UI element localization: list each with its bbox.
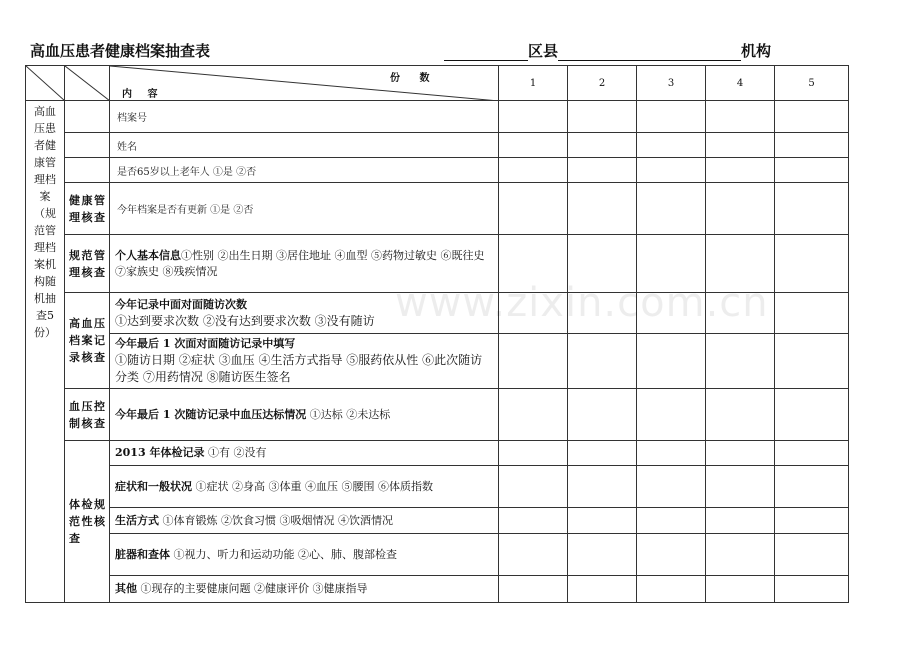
corner-cell-1 [65, 66, 110, 101]
table-cell[interactable] [568, 508, 637, 534]
table-cell[interactable] [499, 133, 568, 158]
table-cell[interactable] [637, 133, 706, 158]
table-cell[interactable] [775, 334, 849, 389]
table-cell[interactable] [499, 441, 568, 466]
empty-subgroup-cell [65, 101, 110, 133]
table-cell[interactable] [568, 466, 637, 508]
table-cell[interactable] [775, 534, 849, 576]
row-item [110, 293, 499, 334]
table-cell[interactable] [568, 534, 637, 576]
district-blank [444, 43, 528, 61]
subgroup-label-bp: 血压控制核查 [65, 389, 110, 441]
group-label-main: 高血压患者健康管理档案（规范管理档案机构随机抽查5份） [26, 101, 65, 603]
table-cell[interactable] [568, 441, 637, 466]
corner-cell-main [110, 66, 499, 101]
row-item-options: ①症状 ②身高 ③体重 ④血压 ⑤腰围 ⑥体质指数 [192, 479, 433, 493]
row-item-title: 症状和一般状况 [115, 479, 192, 493]
table-cell[interactable] [568, 133, 637, 158]
table-cell[interactable] [499, 293, 568, 334]
column-header-5: 5 [775, 66, 849, 101]
table-cell[interactable] [706, 101, 775, 133]
table-cell[interactable] [499, 334, 568, 389]
subgroup-label-followup: 高血压档案记录核查 [65, 293, 110, 389]
table-cell[interactable] [568, 576, 637, 603]
table-cell[interactable] [499, 576, 568, 603]
row-item [110, 389, 499, 441]
table-cell[interactable] [637, 508, 706, 534]
corner-diagonal-main [110, 66, 499, 101]
column-header-2: 2 [568, 66, 637, 101]
audit-table [25, 65, 849, 603]
empty-subgroup-cell [65, 158, 110, 183]
table-cell[interactable] [706, 466, 775, 508]
table-cell[interactable] [775, 158, 849, 183]
table-row [26, 133, 849, 158]
table-cell[interactable] [637, 101, 706, 133]
row-item-title: 脏器和查体 [115, 547, 170, 561]
table-cell[interactable] [499, 183, 568, 235]
row-item [110, 508, 499, 534]
table-cell[interactable] [775, 508, 849, 534]
table-row [26, 101, 849, 133]
table-cell[interactable] [568, 293, 637, 334]
row-item [110, 466, 499, 508]
table-cell[interactable] [568, 334, 637, 389]
corner-cell-0 [26, 66, 65, 101]
table-cell[interactable] [637, 466, 706, 508]
table-cell[interactable] [706, 534, 775, 576]
corner-diagonal-0 [26, 66, 65, 101]
table-cell[interactable] [499, 466, 568, 508]
table-cell[interactable] [568, 101, 637, 133]
table-cell[interactable] [775, 466, 849, 508]
row-item-options: ①达到要求次数 ②没有达到要求次数 ③没有随访 [115, 313, 375, 328]
row-item-options: ①现存的主要健康问题 ②健康评价 ③健康指导 [137, 582, 368, 595]
column-header-1: 1 [499, 66, 568, 101]
row-item [110, 235, 499, 293]
table-cell[interactable] [568, 389, 637, 441]
table-cell[interactable] [637, 334, 706, 389]
institution-label: 机构 [741, 42, 772, 60]
header-content: 内 容 [122, 89, 164, 100]
table-cell[interactable] [568, 183, 637, 235]
row-item-options: ①视力、听力和运动功能 ②心、肺、腹部检查 [170, 547, 397, 561]
table-cell[interactable] [637, 235, 706, 293]
table-row [26, 576, 849, 603]
table-cell[interactable] [706, 334, 775, 389]
table-cell[interactable] [499, 101, 568, 133]
column-header-4: 4 [706, 66, 775, 101]
table-cell[interactable] [637, 576, 706, 603]
row-item-title: 2013 年体检记录 [115, 446, 205, 459]
table-cell[interactable] [706, 293, 775, 334]
table-cell[interactable] [775, 576, 849, 603]
header-copies: 份 数 [390, 73, 438, 84]
table-row [26, 389, 849, 441]
table-header-row [26, 66, 849, 101]
table-cell[interactable] [637, 293, 706, 334]
table-row [26, 235, 849, 293]
table-cell[interactable] [706, 158, 775, 183]
watermark: www.zixin.com.cn [395, 280, 769, 326]
column-header-3: 3 [637, 66, 706, 101]
row-item-title: 个人基本信息 [115, 248, 181, 262]
table-cell[interactable] [637, 389, 706, 441]
row-item [110, 534, 499, 576]
row-item [110, 441, 499, 466]
subgroup-label-norm: 规范管理核查 [65, 235, 110, 293]
table-cell[interactable] [775, 235, 849, 293]
row-item [110, 334, 499, 389]
row-label: 档案号 [110, 101, 499, 133]
district-label: 区县 [528, 42, 559, 60]
table-cell[interactable] [706, 576, 775, 603]
row-label: 是否65岁以上老年人 ①是 ②否 [110, 158, 499, 183]
row-item-title: 其他 [115, 582, 137, 595]
table-cell[interactable] [775, 389, 849, 441]
table-row [26, 183, 849, 235]
row-item-title: 生活方式 [115, 513, 159, 527]
table-cell[interactable] [499, 508, 568, 534]
row-item-title: 今年最后 1 次随访记录中血压达标情况 [115, 407, 307, 421]
row-item [110, 576, 499, 603]
table-cell[interactable] [499, 158, 568, 183]
table-row [26, 534, 849, 576]
table-cell[interactable] [637, 534, 706, 576]
row-item-options: ①性别 ②出生日期 ③居住地址 ④血型 ⑤药物过敏史 ⑥既往史 ⑦家族史 ⑧残疾情况 [115, 248, 485, 278]
table-cell[interactable] [775, 441, 849, 466]
table-cell[interactable] [775, 183, 849, 235]
table-cell[interactable] [706, 508, 775, 534]
table-cell[interactable] [706, 389, 775, 441]
subgroup-label-exam: 体检规范性核查 [65, 441, 110, 603]
table-cell[interactable] [775, 101, 849, 133]
header-fill-line [444, 40, 771, 61]
table-cell[interactable] [706, 183, 775, 235]
table-cell[interactable] [499, 534, 568, 576]
table-cell[interactable] [568, 235, 637, 293]
table-cell[interactable] [568, 158, 637, 183]
table-row [26, 158, 849, 183]
table-cell[interactable] [637, 158, 706, 183]
table-cell[interactable] [706, 235, 775, 293]
table-row [26, 334, 849, 389]
table-cell[interactable] [637, 441, 706, 466]
empty-subgroup-cell [65, 133, 110, 158]
row-item-title: 今年记录中面对面随访次数 [115, 297, 247, 311]
page-title: 高血压患者健康档案抽查表 [30, 42, 211, 60]
table-cell[interactable] [637, 183, 706, 235]
row-item-options: ①随访日期 ②症状 ③血压 ④生活方式指导 ⑤服药依从性 ⑥此次随访分类 ⑦用药情况 ⑧随访医生签名 [115, 353, 483, 384]
row-item-options: ①达标 ②未达标 [306, 407, 391, 421]
table-row [26, 441, 849, 466]
corner-diagonal-1 [65, 66, 110, 101]
table-cell[interactable] [706, 441, 775, 466]
table-cell[interactable] [499, 235, 568, 293]
table-row [26, 293, 849, 334]
institution-blank [558, 43, 741, 61]
table-cell[interactable] [499, 389, 568, 441]
row-item-title: 今年最后 1 次面对面随访记录中填写 [115, 337, 296, 350]
table-cell[interactable] [775, 293, 849, 334]
row-item-options: ①体育锻炼 ②饮食习惯 ③吸烟情况 ④饮酒情况 [159, 513, 393, 527]
table-cell[interactable] [706, 133, 775, 158]
table-cell[interactable] [775, 133, 849, 158]
subgroup-label-health: 健康管理核查 [65, 183, 110, 235]
table-row [26, 508, 849, 534]
table-row [26, 466, 849, 508]
row-label: 今年档案是否有更新 ①是 ②否 [110, 183, 499, 235]
row-label: 姓名 [110, 133, 499, 158]
row-item-options: ①有 ②没有 [204, 446, 267, 459]
